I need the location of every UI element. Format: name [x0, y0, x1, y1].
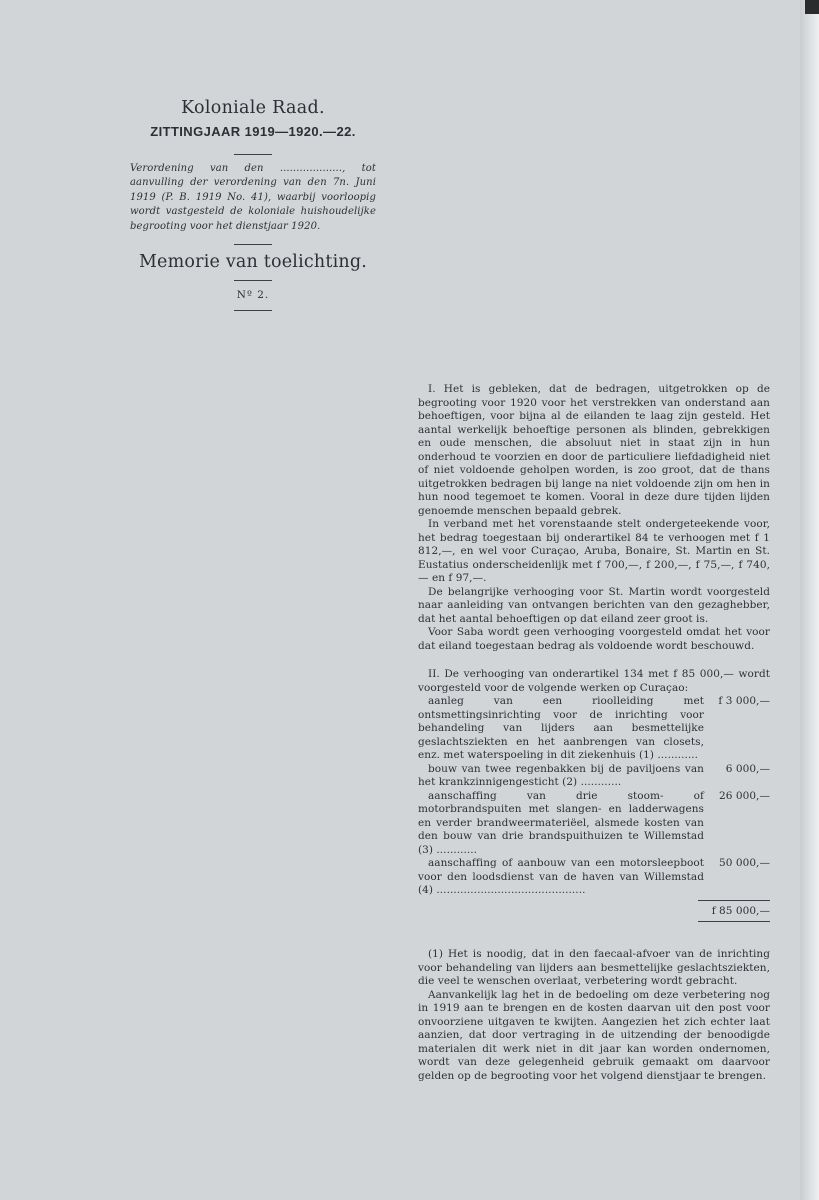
ordinance-description: Verordening van den ..................., tot aanvulling der verordening van den 7n. Juni 1919 (P. B. 1919 No. 41), waarbij voorloopig wordt vastgesteld de koloniale huishoudelijke begrooting voor het dienstjaar 1920.	[130, 163, 376, 232]
memorie-heading: Memorie van toelichting.	[138, 252, 368, 273]
footnote-1-continued: Aanvankelijk lag het in de bedoeling om deze verbetering nog in 1919 aan te brengen en de kosten daarvan uit den post voor onvoorziene uitgaven te kwijten. Aangezien het zich echter laat aanzien, dat door vertraging in de uitzending der benoodigde materialen dit werk niet in dit jaar kan worden ondernomen, wordt van deze gelegenheid gebruik gemaakt om daarvoor gelden op de begrooting voor het volgend dienstjaar te brengen.	[418, 988, 770, 1082]
divider	[234, 280, 272, 281]
cost-item-text: bouw van twee regenbakken bij de paviljoens van het krankzinnigengesticht (2) ............	[418, 762, 704, 788]
cost-total: f 85 000,—	[698, 900, 770, 919]
section2-intro: II. De verhooging van onderartikel 134 met f 85 000,— wordt voorgesteld voor de volgende werken op Curaçao:	[418, 668, 770, 694]
document-number: Nº 2.	[236, 289, 270, 302]
council-title: Koloniale Raad.	[181, 98, 325, 118]
corner-mark	[805, 0, 819, 14]
cost-item-text: aanschaffing van drie stoom- of motorbrandspuiten met slangen- en ladderwagens en verder brandweermateriëel, alsmede kosten van den bouw van drie brandspuithuizen te Willemstad (3) ............	[418, 789, 704, 856]
section1-paragraph: Voor Saba wordt geen verhooging voorgesteld omdat het voor dat eiland toegestaan bedrag als voldoende wordt beschouwd.	[418, 626, 770, 652]
divider	[234, 154, 272, 155]
section1-paragraph: I. Het is gebleken, dat de bedragen, uitgetrokken op de begrooting voor 1920 voor het verstrekken van onderstand aan behoeftigen, voor bijna al de eilanden te laag zijn gesteld. Het aantal werkelijk behoeftige personen als blinden, gebrekkigen en oude menschen, die absoluut niet in staat zijn in hun onderhoud te voorzien en door de particuliere liefdadigheid niet of niet voldoende geholpen worden, is zoo groot, dat de thans uitgetrokken bedragen bij lange na niet voldoende zijn om hen in hun nood tegemoet te komen. Vooral in deze dure tijden lijden genoemde menschen bepaald gebrek.	[418, 383, 770, 517]
cost-item	[418, 763, 770, 790]
cost-item-amount: 26 000,—	[719, 789, 770, 802]
cost-item-text: aanschaffing of aanbouw van een motorsleepboot voor den loodsdienst van de haven van Willemstad (4) ............................................	[418, 857, 704, 896]
cost-item-amount: 50 000,—	[719, 857, 770, 869]
cost-item-amount: 6 000,—	[725, 762, 770, 775]
divider	[234, 244, 272, 245]
session-year: ZITTINGJAAR 1919—1920.—22.	[150, 124, 356, 139]
cost-item-text: aanleg van een rioolleiding met ontsmettingsinrichting voor de inrichting voor behandeling van lijders aan besmettelijke geslachtsziekten en het aanbrengen van closets, enz. met waterspoeling in dit ziekenhuis (1) ............	[418, 695, 704, 761]
divider	[234, 310, 272, 311]
document-header	[130, 98, 376, 311]
cost-total-row	[418, 900, 770, 919]
cost-item	[418, 695, 770, 763]
cost-item	[418, 790, 770, 858]
section1-paragraph: In verband met het vorenstaande stelt ondergeteekende voor, het bedrag toegestaan bij onderartikel 84 te verhoogen met f 1 812,—, en wel voor Curaçao, Aruba, Bonaire, St. Martin en St. Eustatius onderscheidenlijk met f 700,—, f 200,—, f 75,—, f 740,— en f 97,—.	[418, 518, 770, 584]
cost-item	[418, 857, 770, 898]
cost-item-amount: f 3 000,—	[718, 695, 770, 707]
memorandum-body	[418, 383, 770, 1083]
footnotes	[418, 948, 770, 1083]
page-edge	[800, 0, 819, 1200]
footnote-1: (1) Het is noodig, dat in den faecaal-afvoer van de inrichting voor behandeling van lijders aan besmettelijke geslachtsziekten, die veel te wenschen overlaat, verbetering wordt gebracht.	[418, 948, 770, 987]
section1-paragraph: De belangrijke verhooging voor St. Martin wordt voorgesteld naar aanleiding van ontvangen berichten van den gezaghebber, dat het aantal behoeftigen op dat eiland zeer groot is.	[418, 585, 770, 625]
total-underline	[418, 918, 770, 922]
